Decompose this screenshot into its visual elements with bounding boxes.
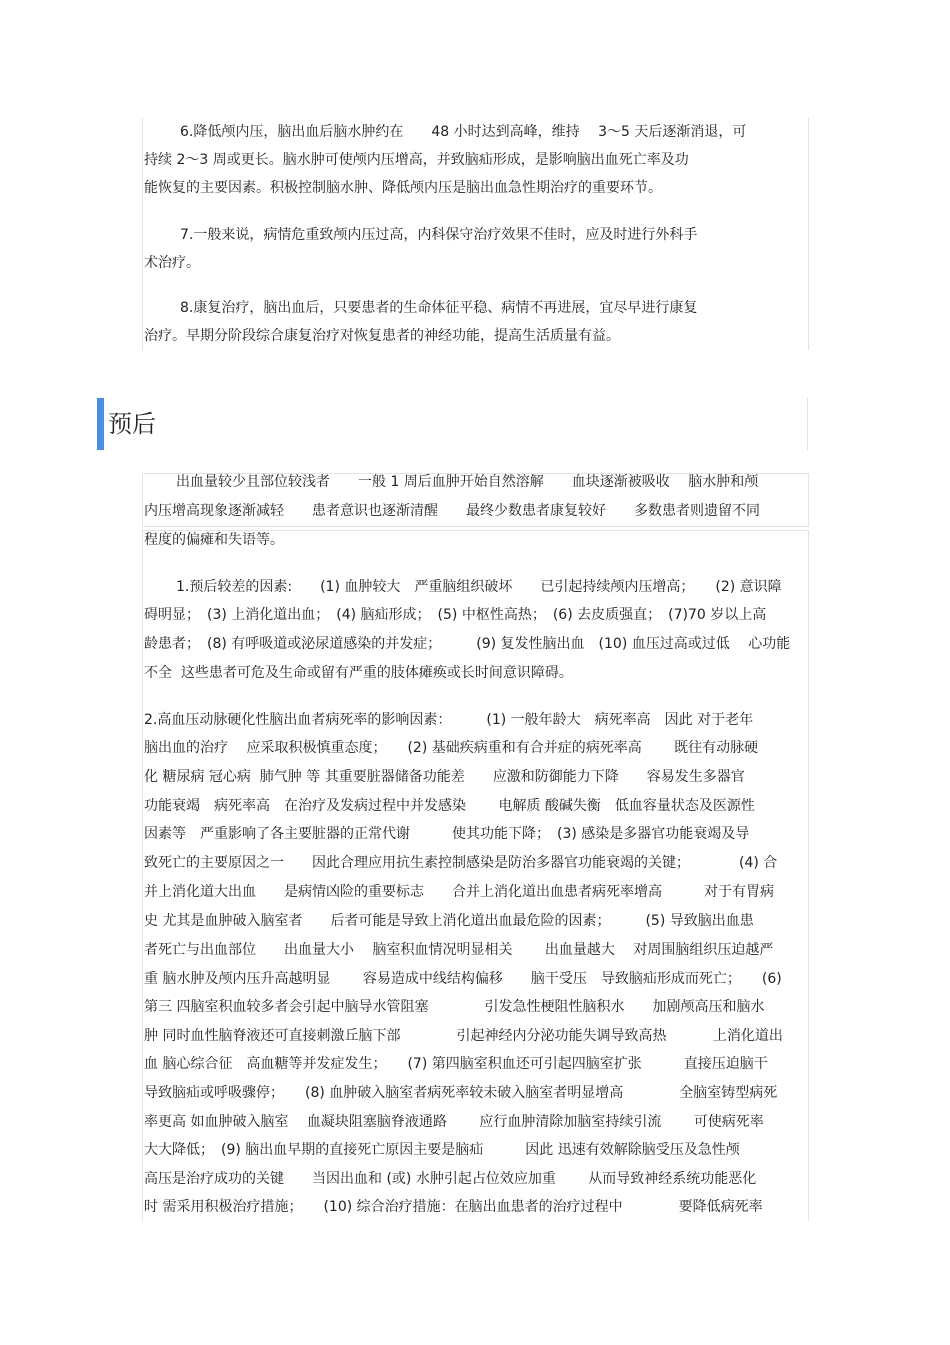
- mortality-factors-line-12: 肿 同时血性脑脊液还可直接刺激丘脑下部 引起神经内分泌功能失调导致高热 上消化道出: [144, 1028, 783, 1044]
- mortality-factors-line-16: 大大降低； (9) 脑出血早期的直接死亡原因主要是脑疝 因此 迅速有效解除脑受压及急性颅: [144, 1142, 740, 1158]
- paragraph-8-line-2: 治疗。早期分阶段综合康复治疗对恢复患者的神经功能，提高生活质量有益。: [144, 328, 620, 344]
- poor-factors-line-4: 不全 这些患者可危及生命或留有严重的肢体瘫痪或长时间意识障碍。: [144, 665, 573, 681]
- section-heading: 预后: [108, 410, 156, 438]
- mortality-factors-line-14: 导致脑疝或呼吸骤停； (8) 血肿破入脑室者病死率较未破入脑室者明显增高 全脑室铸型病死: [144, 1085, 778, 1101]
- paragraph-6-line-1: 6.降低颅内压，脑出血后脑水肿约在 48 小时达到高峰，维持 3～5 天后逐渐消退，可: [180, 124, 747, 140]
- mortality-factors-line-5: 因素等 严重影响了各主要脏器的正常代谢 使其功能下降； (3) 感染是多器官功能衰竭及导: [144, 826, 750, 842]
- poor-factors-line-2: 碍明显； (3) 上消化道出血； (4) 脑疝形成； (5) 中枢性高热； (6) 去皮质强直； (7)70 岁以上高: [144, 607, 767, 623]
- poor-factors-line-1: 1.预后较差的因素: (1) 血肿较大 严重脑组织破坏 已引起持续颅内压增高； (2) 意识障: [176, 579, 782, 595]
- prognosis-intro-line-2: 内压增高现象逐渐减轻 患者意识也逐渐清醒 最终少数患者康复较好 多数患者则遗留不同: [144, 503, 760, 519]
- heading-frame: [104, 398, 808, 450]
- prognosis-intro-line-1: 出血量较少且部位较浅者 一般 1 周后血肿开始自然溶解 血块逐渐被吸收 脑水肿和颅: [176, 474, 759, 490]
- mortality-factors-line-18: 时 需采用积极治疗措施； (10) 综合治疗措施：在脑出血患者的治疗过程中 要降低病死率: [144, 1199, 763, 1215]
- mortality-factors-line-11: 第三 四脑室积血较多者会引起中脑导水管阻塞 引发急性梗阻性脑积水 加剧颅高压和脑水: [144, 999, 765, 1015]
- mortality-factors-line-8: 史 尤其是血肿破入脑室者 后者可能是导致上消化道出血最危险的因素； (5) 导致脑出血患: [144, 913, 754, 929]
- poor-factors-line-3: 龄患者； (8) 有呼吸道或泌尿道感染的并发症； (9) 复发性脑出血 (10) 血压过高或过低 心功能: [144, 636, 791, 652]
- mortality-factors-line-15: 率更高 如血肿破入脑室 血凝块阻塞脑脊液通路 应行血肿清除加脑室持续引流 可使病死率: [144, 1114, 764, 1130]
- mortality-factors-line-13: 血 脑心综合征 高血糖等并发症发生； (7) 第四脑室积血还可引起四脑室扩张 直接压迫脑干: [144, 1056, 768, 1072]
- mortality-factors-line-6: 致死亡的主要原因之一 因此合理应用抗生素控制感染是防治多器官功能衰竭的关键； (4) 合: [144, 855, 778, 871]
- prognosis-intro-line-3: 程度的偏瘫和失语等。: [144, 532, 284, 548]
- paragraph-6-line-3: 能恢复的主要因素。积极控制脑水肿、降低颅内压是脑出血急性期治疗的重要环节。: [144, 180, 662, 196]
- paragraph-7-line-2: 术治疗。: [144, 255, 200, 271]
- paragraph-8-line-1: 8.康复治疗，脑出血后，只要患者的生命体征平稳、病情不再进展，宜尽早进行康复: [180, 300, 698, 316]
- mortality-factors-line-7: 并上消化道大出血 是病情凶险的重要标志 合并上消化道出血患者病死率增高 对于有胃病: [144, 884, 774, 900]
- mortality-factors-line-3: 化 糖尿病 冠心病 肺气肿 等 其重要脏器储备功能差 应激和防御能力下降 容易发生多器官: [144, 769, 745, 785]
- mortality-factors-line-17: 高压是治疗成功的关键 当因出血和 (或) 水肿引起占位效应加重 从而导致神经系统功能恶化: [144, 1171, 757, 1187]
- mortality-factors-line-4: 功能衰竭 病死率高 在治疗及发病过程中并发感染 电解质 酸碱失衡 低血容量状态及医源性: [144, 798, 755, 814]
- paragraph-6-line-2: 持续 2～3 周或更长。脑水肿可使颅内压增高，并致脑疝形成，是影响脑出血死亡率及功: [144, 152, 689, 168]
- mortality-factors-line-1: 2.高血压动脉硬化性脑出血者病死率的影响因素： (1) 一般年龄大 病死率高 因此 对于老年: [144, 712, 754, 728]
- mortality-factors-line-2: 脑出血的治疗 应采取积极慎重态度； (2) 基础疾病重和有合并症的病死率高 既往有动脉硬: [144, 740, 759, 756]
- heading-accent-bar: [97, 398, 104, 450]
- mortality-factors-line-9: 者死亡与出血部位 出血量大小 脑室积血情况明显相关 出血量越大 对周围脑组织压迫越严: [144, 942, 774, 958]
- paragraph-7-line-1: 7.一般来说，病情危重致颅内压过高，内科保守治疗效果不佳时，应及时进行外科手: [180, 227, 698, 243]
- mortality-factors-line-10: 重 脑水肿及颅内压升高越明显 容易造成中线结构偏移 脑干受压 导致脑疝形成而死亡； (6): [144, 971, 782, 987]
